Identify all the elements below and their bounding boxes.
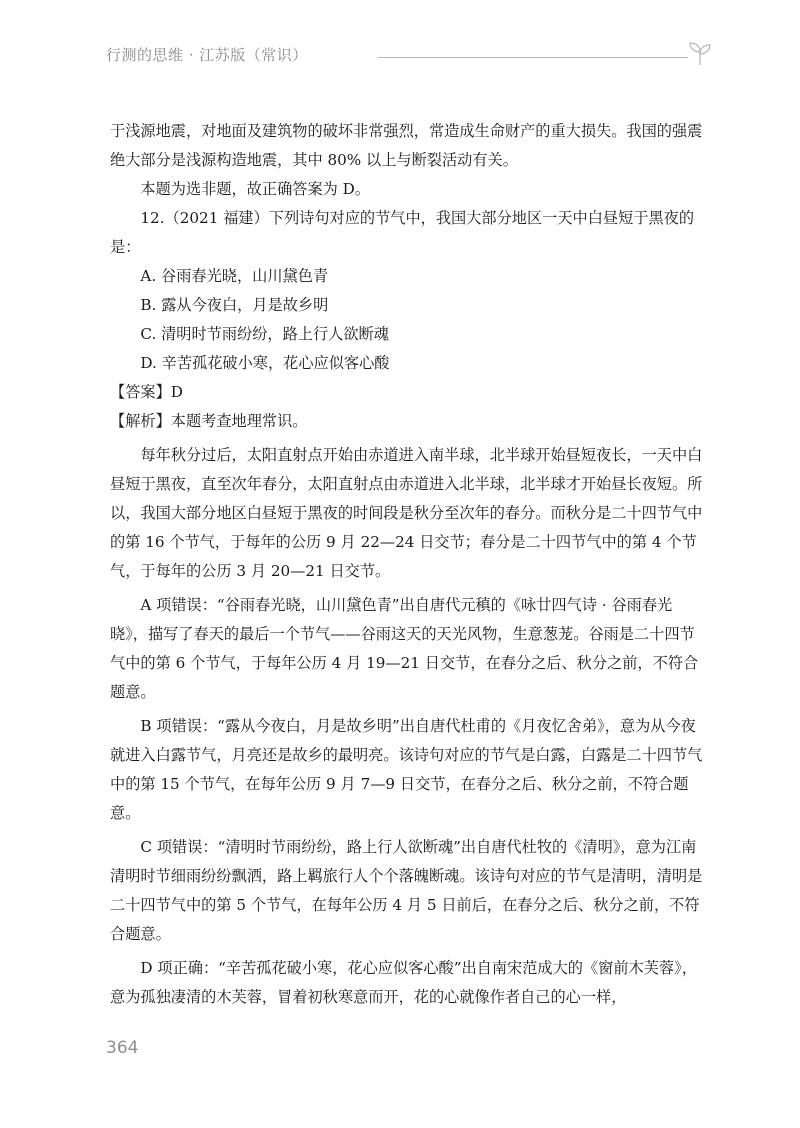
option-c: C. 清明时节雨纷纷，路上行人欲断魂: [140, 325, 389, 343]
option-b-explanation: B 项错误：“露从今夜白，月是故乡明”出自唐代杜甫的《月夜忆舍弟》，意为从今夜就进入白露节气，月亮还是故乡的最明亮。该诗句对应的节气是白露，白露是二十四节气中的第 15 个节气，在每年公历 9 月 7—9 日交节，在春分之后、秋分之前，不符合题意。: [110, 717, 703, 822]
page-number: 364: [106, 1038, 139, 1058]
analysis-paragraph: 每年秋分过后，太阳直射点开始由赤道进入南半球，北半球开始昼短夜长，一天中白昼短于黑夜，直至次年春分，太阳直射点由赤道进入北半球，北半球才开始昼长夜短。所以，我国大部分地区白昼短于黑夜的时间段是秋分至次年的春分。而秋分是二十四节气中的第 16 个节气，于每年的公历 9 月 22—24 日交节；春分是二十四节气中的第 4 个节气，于每年的公历 3 月 20—21 日交节。: [110, 446, 703, 580]
book-title: 行测的思维 · 江苏版（常识）: [106, 46, 308, 64]
option-a-explanation: A 项错误：“谷雨春光晓，山川黛色青”出自唐代元稹的《咏廿四气诗 · 谷雨春光晓》，描写了春天的最后一个节气——谷雨这天的天光风物，生意葱茏。谷雨是二十四节气中的第 6 个节气，于每年公历 4 月 19—21 日交节，在春分之后、秋分之前，不符合题意。: [110, 596, 699, 701]
option-a: A. 谷雨春光晓，山川黛色青: [140, 267, 329, 285]
running-header: [106, 40, 706, 70]
header-divider: [378, 57, 688, 58]
option-d: D. 辛苦孤花破小寒，花心应似客心酸: [140, 354, 390, 372]
continued-paragraph: 于浅源地震，对地面及建筑物的破坏非常强烈，常造成生命财产的重大损失。我国的强震绝大部分是浅源构造地震，其中 80% 以上与断裂活动有关。: [110, 122, 703, 169]
option-d-explanation: D 项正确：“辛苦孤花破小寒，花心应似客心酸”出自南宋范成大的《窗前木芙蓉》，意为孤独凄清的木芙蓉，冒着初秋寒意而开，花的心就像作者自己的心一样，: [110, 959, 697, 1006]
option-c-explanation: C 项错误：“清明时节雨纷纷，路上行人欲断魂”出自唐代杜牧的《清明》，意为江南清明时节细雨纷纷飘洒，路上羁旅行人个个落魄断魂。该诗句对应的节气是清明，清明是二十四节气中的第 5 个节气，在每年公历 4 月 5 日前后，在春分之后、秋分之前，不符合题意。: [110, 838, 703, 943]
sprout-icon: [686, 40, 714, 66]
question-stem: 12.（2021 福建）下列诗句对应的节气中，我国大部分地区一天中白昼短于黑夜的是：: [110, 209, 695, 256]
answer-line: 【答案】D: [110, 383, 183, 401]
page-body: [110, 117, 706, 1012]
analysis-heading: 【解析】本题考查地理常识。: [110, 412, 308, 430]
option-b: B. 露从今夜白，月是故乡明: [140, 296, 329, 314]
answer-note: 本题为选非题，故正确答案为 D。: [140, 180, 371, 198]
